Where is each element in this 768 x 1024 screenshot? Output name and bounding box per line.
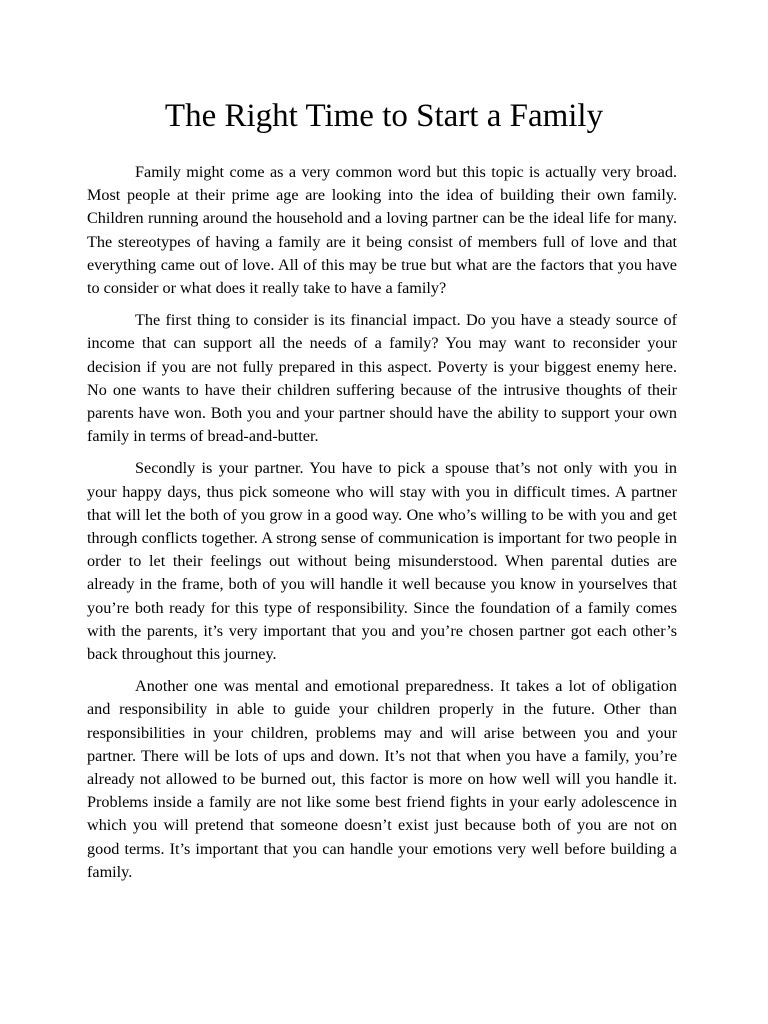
paragraph-intro: Family might come as a very common word but this topic is actually very broad. Most people at their prime age are looking into the idea of building their own family. Children running around the household and a loving partner can be the ideal life for many. The stereotypes of having a family are it being consist of members full of love and that everything came out of love. All of this may be true but what are the factors that you have to consider or what does it really take to have a family? (87, 163, 677, 298)
document-body (87, 161, 677, 893)
paragraph-partner: Secondly is your partner. You have to pick a spouse that’s not only with you in your happy days, thus pick someone who will stay with you in difficult times. A partner that will let the both of you grow in a good way. One who’s willing to be with you and get through conflicts together. A strong sense of communication is important for two people in order to let their feelings out without being misunderstood. When parental duties are already in the frame, both of you will handle it well because you know in yourselves that you’re both ready for this type of responsibility. Since the foundation of a family comes with the parents, it’s very important that you and you’re chosen partner got each other’s back throughout this journey. (87, 459, 677, 664)
paragraph-mental: Another one was mental and emotional preparedness. It takes a lot of obligation and responsibility in able to guide your children properly in the future. Other than responsibilities in your children, problems may and will arise between you and your partner. There will be lots of ups and down. It’s not that when you have a family, you’re already not allowed to be burned out, this factor is more on how well will you handle it. Problems inside a family are not like some best friend fights in your early adolescence in which you will pretend that someone doesn’t exist just because both of you are not on good terms. It’s important that you can handle your emotions very well before building a family. (87, 677, 677, 881)
document-title: The Right Time to Start a Family (164, 98, 604, 134)
paragraph-financial: The first thing to consider is its financial impact. Do you have a steady source of income that can support all the needs of a family? You may want to reconsider your decision if you are not fully prepared in this aspect. Poverty is your biggest enemy here. No one wants to have their children suffering because of the intrusive thoughts of their parents have won. Both you and your partner should have the ability to support your own family in terms of bread-and-butter. (87, 311, 677, 446)
